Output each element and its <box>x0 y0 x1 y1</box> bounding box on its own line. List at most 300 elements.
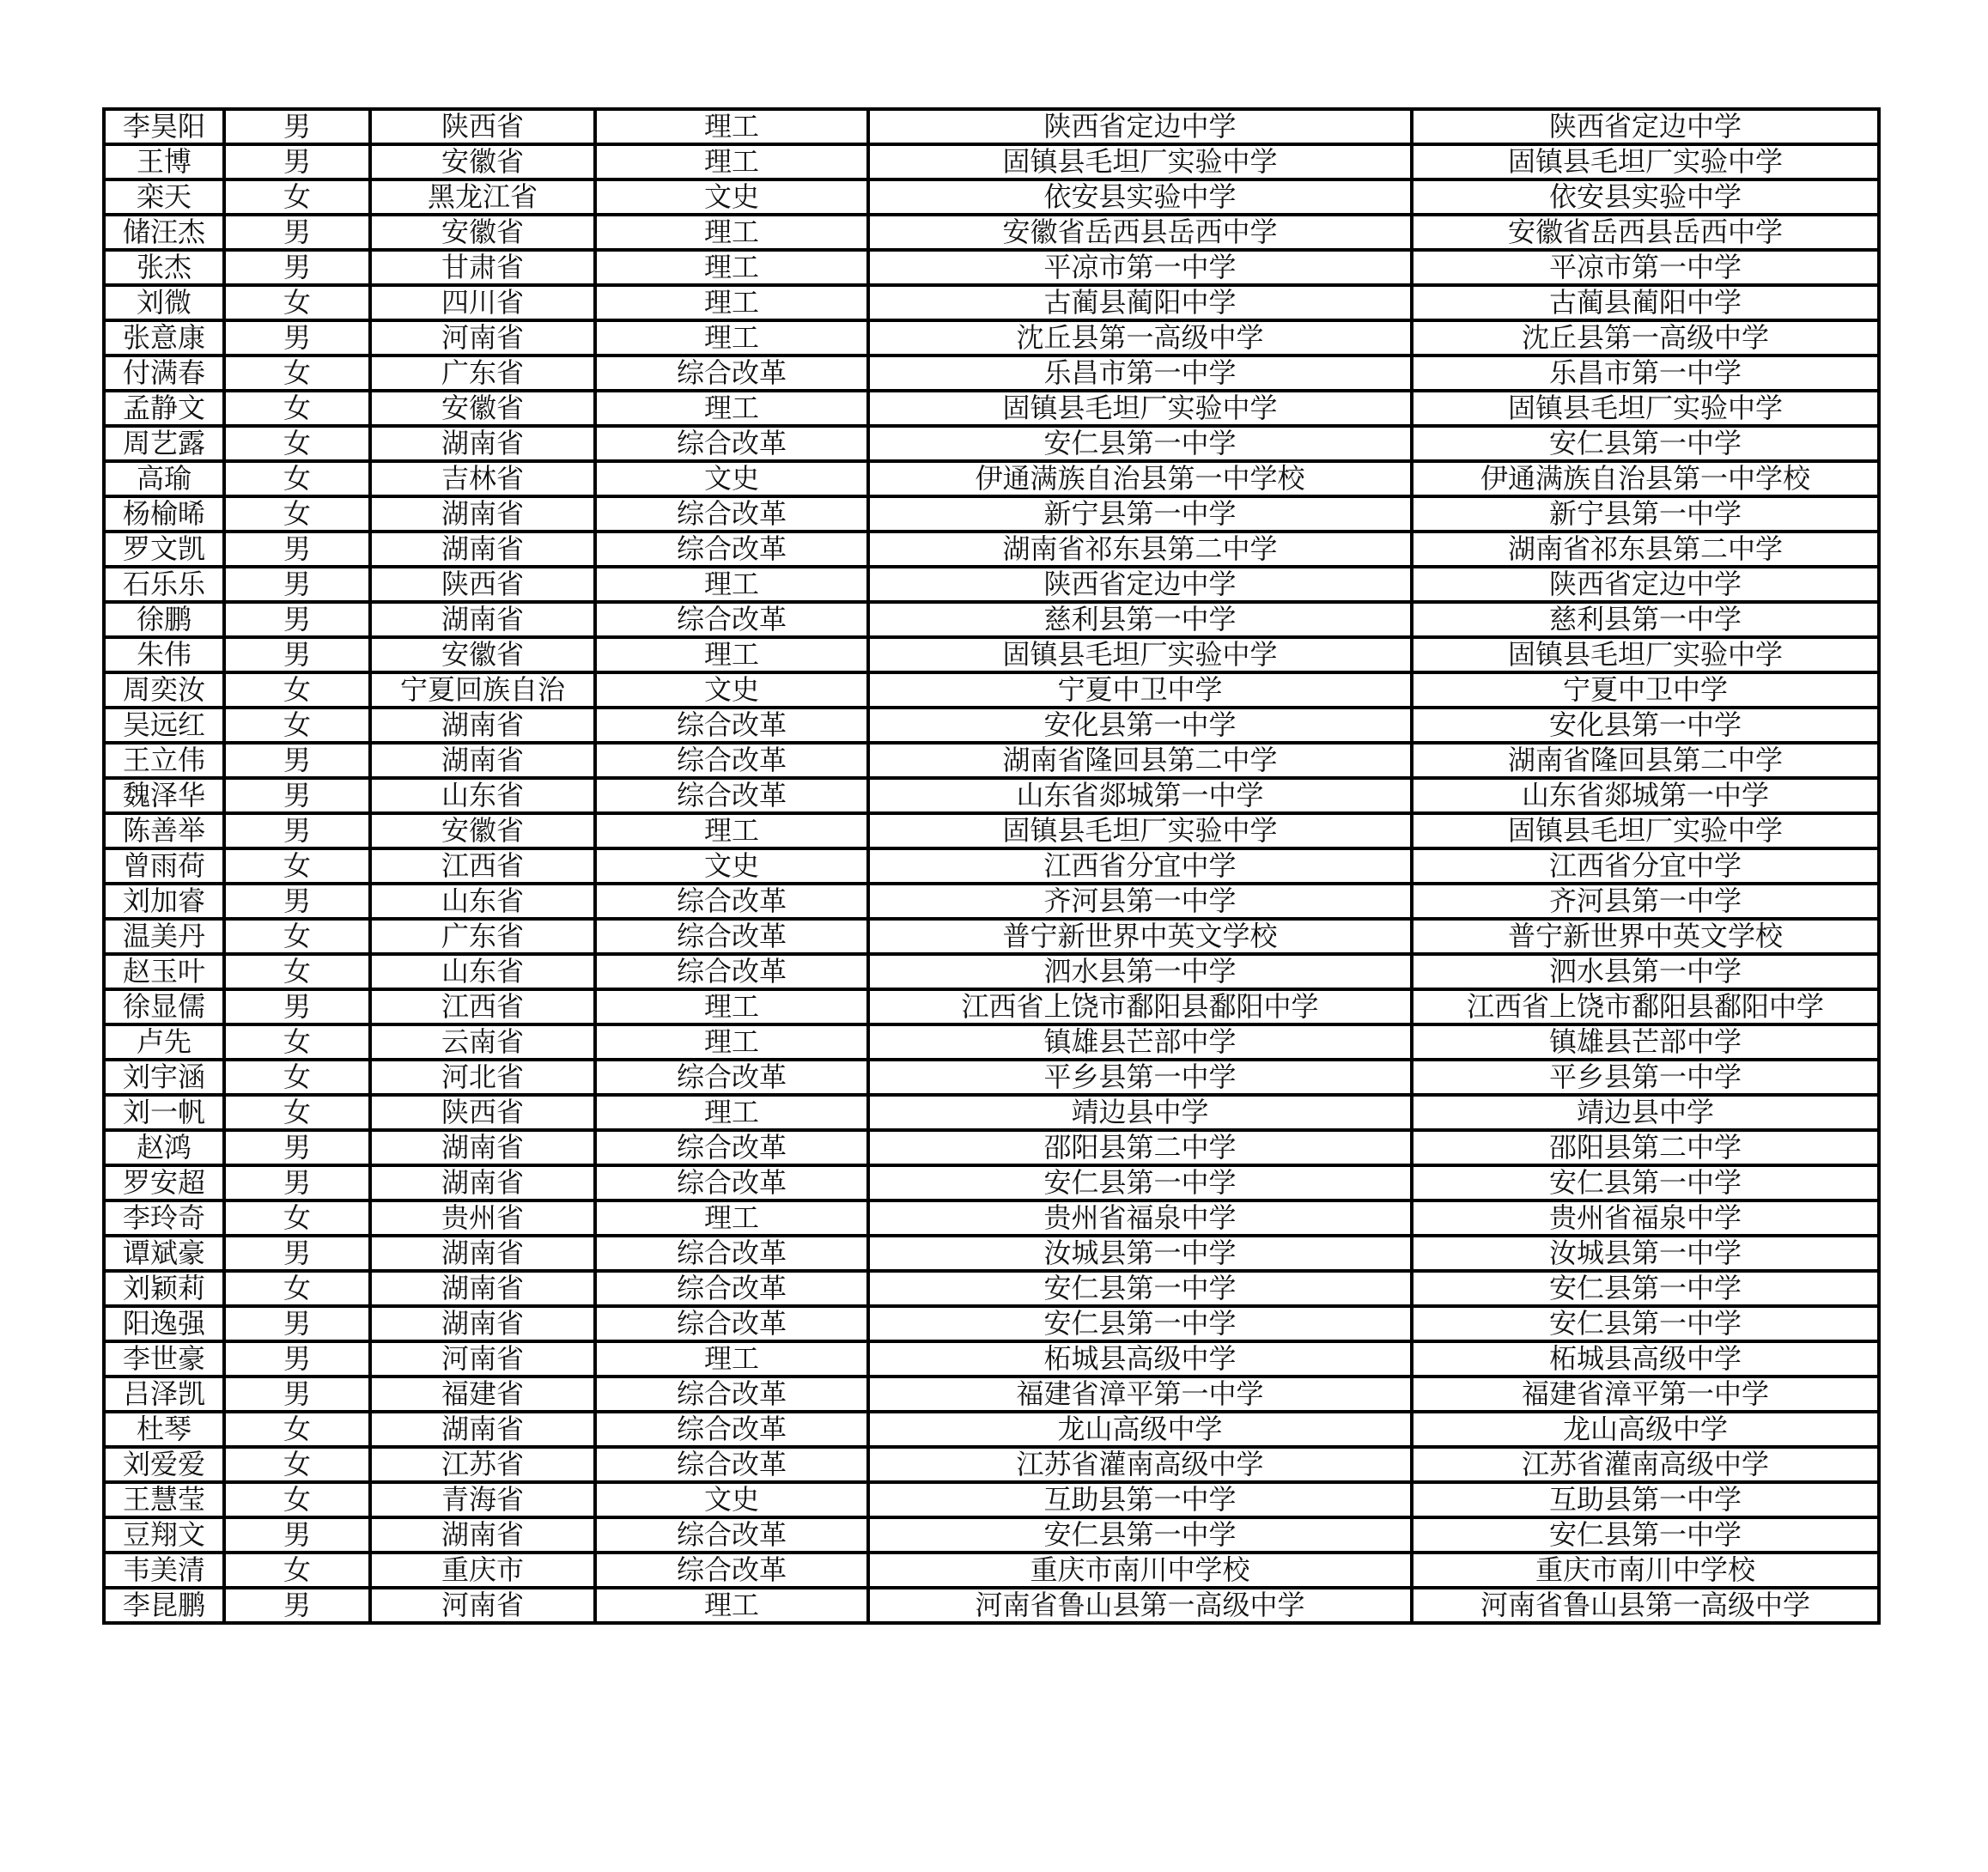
province-cell: 安徽省 <box>370 391 595 426</box>
graduating-school-cell: 安仁县第一中学 <box>1412 1165 1879 1200</box>
roster-body <box>104 109 1879 1623</box>
graduating-school-cell: 柘城县高级中学 <box>1412 1341 1879 1377</box>
name-cell: 罗文凯 <box>104 532 224 567</box>
gender-cell: 女 <box>224 496 370 532</box>
province-cell: 湖南省 <box>370 1271 595 1306</box>
province-cell: 安徽省 <box>370 215 595 250</box>
gender-cell: 男 <box>224 144 370 179</box>
name-cell: 刘微 <box>104 285 224 320</box>
province-cell: 河南省 <box>370 320 595 356</box>
gender-cell: 男 <box>224 989 370 1024</box>
table-row <box>104 637 1879 672</box>
gender-cell: 女 <box>224 919 370 954</box>
province-cell: 广东省 <box>370 356 595 391</box>
school-cell: 柘城县高级中学 <box>868 1341 1412 1377</box>
gender-cell: 男 <box>224 1588 370 1623</box>
table-row <box>104 848 1879 884</box>
gender-cell: 男 <box>224 743 370 778</box>
table-row <box>104 1165 1879 1200</box>
province-cell: 河南省 <box>370 1341 595 1377</box>
gender-cell: 男 <box>224 1165 370 1200</box>
name-cell: 刘宇涵 <box>104 1060 224 1095</box>
school-cell: 湖南省隆回县第二中学 <box>868 743 1412 778</box>
table-row <box>104 356 1879 391</box>
school-cell: 湖南省祁东县第二中学 <box>868 532 1412 567</box>
graduating-school-cell: 互助县第一中学 <box>1412 1482 1879 1517</box>
category-cell: 理工 <box>595 215 868 250</box>
school-cell: 山东省郯城第一中学 <box>868 778 1412 813</box>
category-cell: 理工 <box>595 1200 868 1236</box>
province-cell: 湖南省 <box>370 1517 595 1553</box>
category-cell: 理工 <box>595 320 868 356</box>
name-cell: 徐显儒 <box>104 989 224 1024</box>
table-row <box>104 109 1879 144</box>
province-cell: 陕西省 <box>370 109 595 144</box>
table-row <box>104 602 1879 637</box>
name-cell: 刘加睿 <box>104 884 224 919</box>
category-cell: 理工 <box>595 1024 868 1060</box>
school-cell: 互助县第一中学 <box>868 1482 1412 1517</box>
category-cell: 理工 <box>595 1588 868 1623</box>
graduating-school-cell: 安仁县第一中学 <box>1412 1306 1879 1341</box>
gender-cell: 女 <box>224 179 370 215</box>
graduating-school-cell: 固镇县毛坦厂实验中学 <box>1412 637 1879 672</box>
province-cell: 吉林省 <box>370 461 595 496</box>
graduating-school-cell: 安仁县第一中学 <box>1412 1271 1879 1306</box>
category-cell: 综合改革 <box>595 1377 868 1412</box>
table-row <box>104 532 1879 567</box>
name-cell: 孟静文 <box>104 391 224 426</box>
graduating-school-cell: 安仁县第一中学 <box>1412 426 1879 461</box>
school-cell: 江西省分宜中学 <box>868 848 1412 884</box>
school-cell: 新宁县第一中学 <box>868 496 1412 532</box>
graduating-school-cell: 重庆市南川中学校 <box>1412 1553 1879 1588</box>
graduating-school-cell: 江西省上饶市鄱阳县鄱阳中学 <box>1412 989 1879 1024</box>
category-cell: 理工 <box>595 285 868 320</box>
name-cell: 韦美清 <box>104 1553 224 1588</box>
school-cell: 乐昌市第一中学 <box>868 356 1412 391</box>
category-cell: 综合改革 <box>595 1130 868 1165</box>
category-cell: 综合改革 <box>595 1306 868 1341</box>
school-cell: 福建省漳平第一中学 <box>868 1377 1412 1412</box>
table-row <box>104 461 1879 496</box>
school-cell: 重庆市南川中学校 <box>868 1553 1412 1588</box>
name-cell: 王博 <box>104 144 224 179</box>
graduating-school-cell: 安徽省岳西县岳西中学 <box>1412 215 1879 250</box>
name-cell: 刘一帆 <box>104 1095 224 1130</box>
category-cell: 理工 <box>595 989 868 1024</box>
name-cell: 刘颖莉 <box>104 1271 224 1306</box>
table-row <box>104 954 1879 989</box>
gender-cell: 女 <box>224 1095 370 1130</box>
name-cell: 付满春 <box>104 356 224 391</box>
name-cell: 朱伟 <box>104 637 224 672</box>
graduating-school-cell: 伊通满族自治县第一中学校 <box>1412 461 1879 496</box>
graduating-school-cell: 贵州省福泉中学 <box>1412 1200 1879 1236</box>
gender-cell: 女 <box>224 1024 370 1060</box>
school-cell: 依安县实验中学 <box>868 179 1412 215</box>
province-cell: 湖南省 <box>370 708 595 743</box>
name-cell: 阳逸强 <box>104 1306 224 1341</box>
category-cell: 综合改革 <box>595 1447 868 1482</box>
gender-cell: 男 <box>224 567 370 602</box>
graduating-school-cell: 齐河县第一中学 <box>1412 884 1879 919</box>
category-cell: 综合改革 <box>595 1060 868 1095</box>
province-cell: 湖南省 <box>370 1306 595 1341</box>
name-cell: 李玲奇 <box>104 1200 224 1236</box>
name-cell: 张杰 <box>104 250 224 285</box>
province-cell: 贵州省 <box>370 1200 595 1236</box>
name-cell: 杜琴 <box>104 1412 224 1447</box>
graduating-school-cell: 陕西省定边中学 <box>1412 109 1879 144</box>
table-row <box>104 391 1879 426</box>
school-cell: 安仁县第一中学 <box>868 1517 1412 1553</box>
name-cell: 赵玉叶 <box>104 954 224 989</box>
school-cell: 固镇县毛坦厂实验中学 <box>868 391 1412 426</box>
table-row <box>104 1236 1879 1271</box>
province-cell: 湖南省 <box>370 426 595 461</box>
gender-cell: 女 <box>224 708 370 743</box>
province-cell: 云南省 <box>370 1024 595 1060</box>
name-cell: 吕泽凯 <box>104 1377 224 1412</box>
graduating-school-cell: 江苏省灌南高级中学 <box>1412 1447 1879 1482</box>
table-row <box>104 1377 1879 1412</box>
province-cell: 山东省 <box>370 954 595 989</box>
name-cell: 卢先 <box>104 1024 224 1060</box>
category-cell: 理工 <box>595 637 868 672</box>
gender-cell: 女 <box>224 426 370 461</box>
school-cell: 慈利县第一中学 <box>868 602 1412 637</box>
gender-cell: 男 <box>224 637 370 672</box>
table-row <box>104 884 1879 919</box>
table-row <box>104 919 1879 954</box>
name-cell: 王立伟 <box>104 743 224 778</box>
category-cell: 综合改革 <box>595 1165 868 1200</box>
province-cell: 安徽省 <box>370 144 595 179</box>
province-cell: 宁夏回族自治 <box>370 672 595 708</box>
province-cell: 湖南省 <box>370 1236 595 1271</box>
table-row <box>104 1060 1879 1095</box>
name-cell: 徐鹏 <box>104 602 224 637</box>
name-cell: 温美丹 <box>104 919 224 954</box>
school-cell: 贵州省福泉中学 <box>868 1200 1412 1236</box>
province-cell: 陕西省 <box>370 567 595 602</box>
category-cell: 综合改革 <box>595 1236 868 1271</box>
category-cell: 理工 <box>595 250 868 285</box>
gender-cell: 男 <box>224 215 370 250</box>
table-row <box>104 567 1879 602</box>
table-row <box>104 1482 1879 1517</box>
province-cell: 河南省 <box>370 1588 595 1623</box>
name-cell: 王慧莹 <box>104 1482 224 1517</box>
category-cell: 理工 <box>595 391 868 426</box>
school-cell: 江西省上饶市鄱阳县鄱阳中学 <box>868 989 1412 1024</box>
gender-cell: 男 <box>224 1517 370 1553</box>
province-cell: 陕西省 <box>370 1095 595 1130</box>
province-cell: 四川省 <box>370 285 595 320</box>
gender-cell: 女 <box>224 1271 370 1306</box>
province-cell: 湖南省 <box>370 1130 595 1165</box>
school-cell: 古蔺县蔺阳中学 <box>868 285 1412 320</box>
category-cell: 理工 <box>595 1341 868 1377</box>
graduating-school-cell: 平乡县第一中学 <box>1412 1060 1879 1095</box>
graduating-school-cell: 陕西省定边中学 <box>1412 567 1879 602</box>
gender-cell: 女 <box>224 1482 370 1517</box>
school-cell: 邵阳县第二中学 <box>868 1130 1412 1165</box>
category-cell: 综合改革 <box>595 919 868 954</box>
graduating-school-cell: 古蔺县蔺阳中学 <box>1412 285 1879 320</box>
table-row <box>104 778 1879 813</box>
category-cell: 文史 <box>595 461 868 496</box>
table-row <box>104 496 1879 532</box>
category-cell: 综合改革 <box>595 356 868 391</box>
table-row <box>104 743 1879 778</box>
graduating-school-cell: 湖南省祁东县第二中学 <box>1412 532 1879 567</box>
gender-cell: 女 <box>224 672 370 708</box>
category-cell: 综合改革 <box>595 426 868 461</box>
gender-cell: 女 <box>224 1060 370 1095</box>
school-cell: 安仁县第一中学 <box>868 1306 1412 1341</box>
table-row <box>104 1588 1879 1623</box>
table-row <box>104 215 1879 250</box>
graduating-school-cell: 固镇县毛坦厂实验中学 <box>1412 391 1879 426</box>
gender-cell: 男 <box>224 250 370 285</box>
category-cell: 文史 <box>595 848 868 884</box>
gender-cell: 男 <box>224 532 370 567</box>
graduating-school-cell: 慈利县第一中学 <box>1412 602 1879 637</box>
graduating-school-cell: 龙山高级中学 <box>1412 1412 1879 1447</box>
name-cell: 罗安超 <box>104 1165 224 1200</box>
province-cell: 青海省 <box>370 1482 595 1517</box>
category-cell: 综合改革 <box>595 532 868 567</box>
graduating-school-cell: 乐昌市第一中学 <box>1412 356 1879 391</box>
category-cell: 综合改革 <box>595 1271 868 1306</box>
graduating-school-cell: 河南省鲁山县第一高级中学 <box>1412 1588 1879 1623</box>
name-cell: 豆翔文 <box>104 1517 224 1553</box>
category-cell: 综合改革 <box>595 496 868 532</box>
province-cell: 安徽省 <box>370 637 595 672</box>
province-cell: 湖南省 <box>370 743 595 778</box>
graduating-school-cell: 宁夏中卫中学 <box>1412 672 1879 708</box>
gender-cell: 男 <box>224 884 370 919</box>
name-cell: 魏泽华 <box>104 778 224 813</box>
school-cell: 陕西省定边中学 <box>868 109 1412 144</box>
graduating-school-cell: 湖南省隆回县第二中学 <box>1412 743 1879 778</box>
name-cell: 李昆鹏 <box>104 1588 224 1623</box>
gender-cell: 男 <box>224 1306 370 1341</box>
graduating-school-cell: 山东省郯城第一中学 <box>1412 778 1879 813</box>
province-cell: 江苏省 <box>370 1447 595 1482</box>
school-cell: 伊通满族自治县第一中学校 <box>868 461 1412 496</box>
category-cell: 综合改革 <box>595 778 868 813</box>
school-cell: 陕西省定边中学 <box>868 567 1412 602</box>
gender-cell: 女 <box>224 356 370 391</box>
table-row <box>104 1447 1879 1482</box>
gender-cell: 男 <box>224 1236 370 1271</box>
gender-cell: 女 <box>224 461 370 496</box>
province-cell: 广东省 <box>370 919 595 954</box>
gender-cell: 女 <box>224 1200 370 1236</box>
gender-cell: 男 <box>224 320 370 356</box>
table-row <box>104 1517 1879 1553</box>
province-cell: 山东省 <box>370 884 595 919</box>
category-cell: 综合改革 <box>595 743 868 778</box>
school-cell: 安徽省岳西县岳西中学 <box>868 215 1412 250</box>
graduating-school-cell: 普宁新世界中英文学校 <box>1412 919 1879 954</box>
graduating-school-cell: 汝城县第一中学 <box>1412 1236 1879 1271</box>
gender-cell: 女 <box>224 285 370 320</box>
school-cell: 安仁县第一中学 <box>868 1271 1412 1306</box>
name-cell: 谭斌豪 <box>104 1236 224 1271</box>
name-cell: 曾雨荷 <box>104 848 224 884</box>
table-row <box>104 1412 1879 1447</box>
category-cell: 理工 <box>595 567 868 602</box>
name-cell: 赵鸿 <box>104 1130 224 1165</box>
name-cell: 陈善举 <box>104 813 224 848</box>
category-cell: 理工 <box>595 144 868 179</box>
school-cell: 宁夏中卫中学 <box>868 672 1412 708</box>
gender-cell: 男 <box>224 778 370 813</box>
gender-cell: 男 <box>224 1341 370 1377</box>
gender-cell: 女 <box>224 391 370 426</box>
graduating-school-cell: 平凉市第一中学 <box>1412 250 1879 285</box>
name-cell: 高瑜 <box>104 461 224 496</box>
gender-cell: 男 <box>224 109 370 144</box>
category-cell: 综合改革 <box>595 1412 868 1447</box>
table-row <box>104 285 1879 320</box>
table-row <box>104 426 1879 461</box>
graduating-school-cell: 安化县第一中学 <box>1412 708 1879 743</box>
province-cell: 江西省 <box>370 848 595 884</box>
school-cell: 平乡县第一中学 <box>868 1060 1412 1095</box>
province-cell: 湖南省 <box>370 602 595 637</box>
name-cell: 张意康 <box>104 320 224 356</box>
school-cell: 平凉市第一中学 <box>868 250 1412 285</box>
graduating-school-cell: 固镇县毛坦厂实验中学 <box>1412 813 1879 848</box>
province-cell: 福建省 <box>370 1377 595 1412</box>
name-cell: 周艺露 <box>104 426 224 461</box>
gender-cell: 女 <box>224 848 370 884</box>
table-row <box>104 1095 1879 1130</box>
school-cell: 河南省鲁山县第一高级中学 <box>868 1588 1412 1623</box>
student-roster-table <box>102 107 1881 1625</box>
category-cell: 文史 <box>595 179 868 215</box>
graduating-school-cell: 邵阳县第二中学 <box>1412 1130 1879 1165</box>
school-cell: 安仁县第一中学 <box>868 1165 1412 1200</box>
graduating-school-cell: 安仁县第一中学 <box>1412 1517 1879 1553</box>
province-cell: 山东省 <box>370 778 595 813</box>
gender-cell: 男 <box>224 1377 370 1412</box>
province-cell: 黑龙江省 <box>370 179 595 215</box>
school-cell: 安仁县第一中学 <box>868 426 1412 461</box>
school-cell: 龙山高级中学 <box>868 1412 1412 1447</box>
school-cell: 固镇县毛坦厂实验中学 <box>868 144 1412 179</box>
gender-cell: 女 <box>224 1447 370 1482</box>
category-cell: 文史 <box>595 1482 868 1517</box>
table-row <box>104 1200 1879 1236</box>
province-cell: 甘肃省 <box>370 250 595 285</box>
name-cell: 刘爱爱 <box>104 1447 224 1482</box>
table-row <box>104 989 1879 1024</box>
school-cell: 镇雄县芒部中学 <box>868 1024 1412 1060</box>
table-row <box>104 320 1879 356</box>
category-cell: 文史 <box>595 672 868 708</box>
gender-cell: 女 <box>224 954 370 989</box>
province-cell: 江西省 <box>370 989 595 1024</box>
category-cell: 理工 <box>595 109 868 144</box>
province-cell: 湖南省 <box>370 1412 595 1447</box>
name-cell: 石乐乐 <box>104 567 224 602</box>
school-cell: 靖边县中学 <box>868 1095 1412 1130</box>
school-cell: 泗水县第一中学 <box>868 954 1412 989</box>
name-cell: 吴远红 <box>104 708 224 743</box>
school-cell: 安化县第一中学 <box>868 708 1412 743</box>
graduating-school-cell: 靖边县中学 <box>1412 1095 1879 1130</box>
gender-cell: 女 <box>224 1553 370 1588</box>
name-cell: 栾天 <box>104 179 224 215</box>
school-cell: 普宁新世界中英文学校 <box>868 919 1412 954</box>
gender-cell: 男 <box>224 602 370 637</box>
gender-cell: 女 <box>224 1412 370 1447</box>
category-cell: 综合改革 <box>595 954 868 989</box>
province-cell: 湖南省 <box>370 532 595 567</box>
category-cell: 综合改革 <box>595 602 868 637</box>
graduating-school-cell: 镇雄县芒部中学 <box>1412 1024 1879 1060</box>
table-row <box>104 250 1879 285</box>
name-cell: 杨榆晞 <box>104 496 224 532</box>
school-cell: 固镇县毛坦厂实验中学 <box>868 637 1412 672</box>
province-cell: 河北省 <box>370 1060 595 1095</box>
table-row <box>104 1130 1879 1165</box>
table-row <box>104 1271 1879 1306</box>
table-row <box>104 1341 1879 1377</box>
name-cell: 李昊阳 <box>104 109 224 144</box>
graduating-school-cell: 泗水县第一中学 <box>1412 954 1879 989</box>
category-cell: 综合改革 <box>595 1553 868 1588</box>
province-cell: 安徽省 <box>370 813 595 848</box>
name-cell: 储汪杰 <box>104 215 224 250</box>
school-cell: 沈丘县第一高级中学 <box>868 320 1412 356</box>
table-row <box>104 1024 1879 1060</box>
category-cell: 综合改革 <box>595 708 868 743</box>
school-cell: 江苏省灌南高级中学 <box>868 1447 1412 1482</box>
province-cell: 湖南省 <box>370 1165 595 1200</box>
province-cell: 重庆市 <box>370 1553 595 1588</box>
province-cell: 湖南省 <box>370 496 595 532</box>
name-cell: 李世豪 <box>104 1341 224 1377</box>
table-row <box>104 708 1879 743</box>
graduating-school-cell: 江西省分宜中学 <box>1412 848 1879 884</box>
table-row <box>104 1306 1879 1341</box>
gender-cell: 男 <box>224 813 370 848</box>
graduating-school-cell: 依安县实验中学 <box>1412 179 1879 215</box>
table-row <box>104 672 1879 708</box>
table-row <box>104 1553 1879 1588</box>
category-cell: 理工 <box>595 1095 868 1130</box>
table-row <box>104 813 1879 848</box>
category-cell: 综合改革 <box>595 1517 868 1553</box>
category-cell: 综合改革 <box>595 884 868 919</box>
table-row <box>104 179 1879 215</box>
graduating-school-cell: 福建省漳平第一中学 <box>1412 1377 1879 1412</box>
name-cell: 周奕汝 <box>104 672 224 708</box>
graduating-school-cell: 沈丘县第一高级中学 <box>1412 320 1879 356</box>
school-cell: 齐河县第一中学 <box>868 884 1412 919</box>
gender-cell: 男 <box>224 1130 370 1165</box>
school-cell: 固镇县毛坦厂实验中学 <box>868 813 1412 848</box>
school-cell: 汝城县第一中学 <box>868 1236 1412 1271</box>
category-cell: 理工 <box>595 813 868 848</box>
